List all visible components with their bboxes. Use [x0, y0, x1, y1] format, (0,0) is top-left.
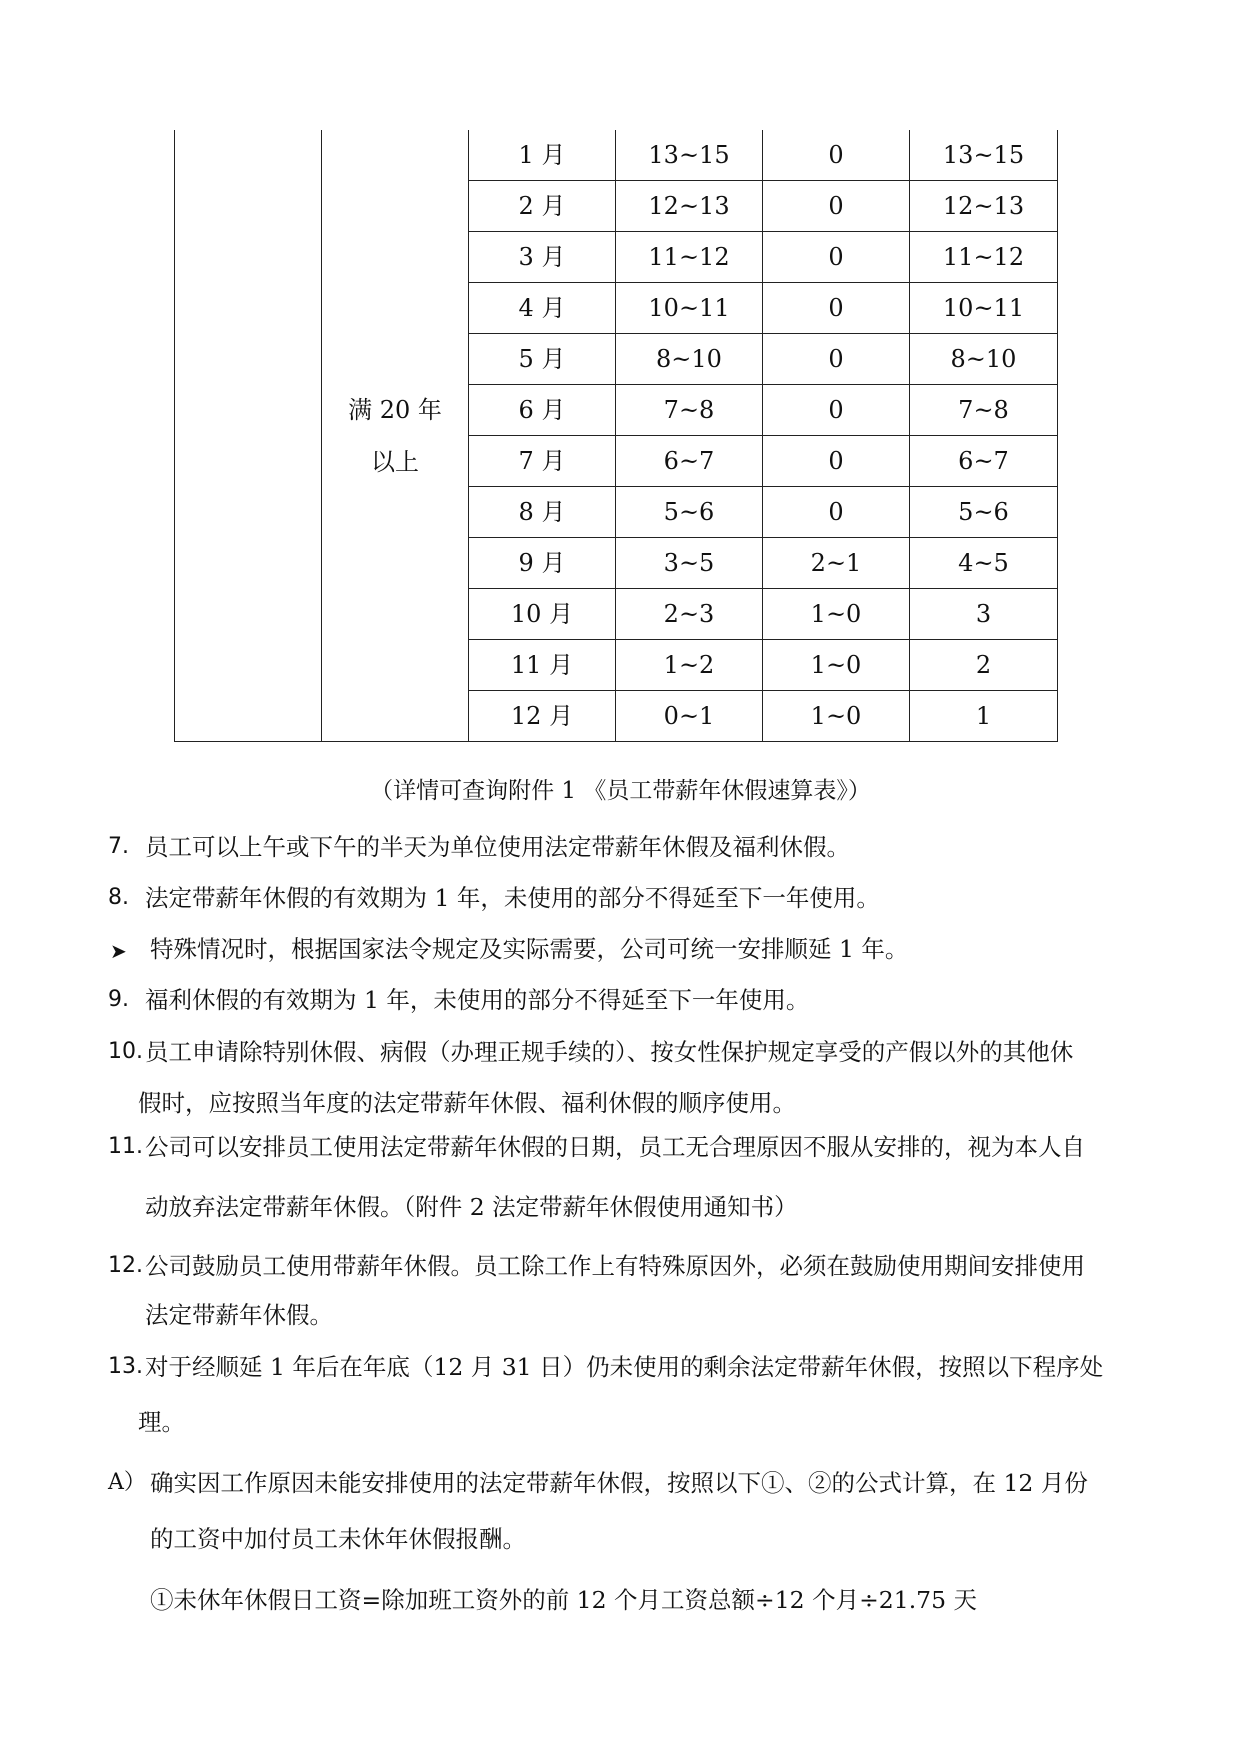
- item-number: 10.: [108, 1039, 143, 1064]
- welfare-days-cell: 0: [763, 487, 910, 538]
- total-days-cell: 4~5: [910, 538, 1058, 589]
- bullet-item: [108, 932, 1148, 966]
- leave-days-cell: 0~1: [616, 691, 763, 742]
- welfare-days-cell: 0: [763, 283, 910, 334]
- total-days-cell: 1: [910, 691, 1058, 742]
- total-days-cell: 5~6: [910, 487, 1058, 538]
- list-item-a: [108, 1466, 1148, 1556]
- item-number: 12.: [108, 1253, 143, 1278]
- service-years-line1: 满 20 年: [348, 395, 442, 424]
- leave-days-cell: 6~7: [616, 436, 763, 487]
- service-years-line2: 以上: [371, 447, 419, 476]
- month-cell: 10 月: [469, 589, 616, 640]
- month-cell: 2 月: [469, 181, 616, 232]
- welfare-days-cell: 0: [763, 232, 910, 283]
- leave-days-cell: 10~11: [616, 283, 763, 334]
- item-number: 8.: [108, 885, 129, 910]
- table-cell-blank: [175, 130, 322, 742]
- item-text: 员工可以上午或下午的半天为单位使用法定带薪年休假及福利休假。: [145, 833, 850, 861]
- item-text-line1: 确实因工作原因未能安排使用的法定带薪年休假，按照以下①、②的公式计算，在 12 月份: [150, 1469, 1088, 1497]
- leave-days-cell: 5~6: [616, 487, 763, 538]
- table-row: [175, 130, 1058, 181]
- total-days-cell: 10~11: [910, 283, 1058, 334]
- arrow-bullet-icon: ➤: [110, 939, 127, 963]
- item-text-line2: 假时，应按照当年度的法定带薪年休假、福利休假的顺序使用。: [138, 1089, 796, 1117]
- leave-days-cell: 3~5: [616, 538, 763, 589]
- total-days-cell: 6~7: [910, 436, 1058, 487]
- item-text-line1: 公司可以安排员工使用法定带薪年休假的日期，员工无合理原因不服从安排的，视为本人自: [145, 1133, 1085, 1161]
- item-number: 7.: [108, 834, 129, 859]
- list-item-9: [108, 983, 1148, 1017]
- list-item-7: [108, 830, 1148, 864]
- list-item-10: [108, 1035, 1148, 1120]
- total-days-cell: 8~10: [910, 334, 1058, 385]
- total-days-cell: 11~12: [910, 232, 1058, 283]
- item-text: 福利休假的有效期为 1 年，未使用的部分不得延至下一年使用。: [145, 986, 810, 1014]
- item-number: 13.: [108, 1354, 143, 1379]
- month-cell: 6 月: [469, 385, 616, 436]
- welfare-days-cell: 2~1: [763, 538, 910, 589]
- item-text-line2: 的工资中加付员工未休年休假报酬。: [150, 1525, 526, 1553]
- list-item-8: [108, 881, 1148, 915]
- leave-days-cell: 11~12: [616, 232, 763, 283]
- item-text: 法定带薪年休假的有效期为 1 年，未使用的部分不得延至下一年使用。: [145, 884, 880, 912]
- item-text-line2: 法定带薪年休假。: [145, 1301, 333, 1329]
- welfare-days-cell: 0: [763, 334, 910, 385]
- welfare-days-cell: 0: [763, 130, 910, 181]
- welfare-days-cell: 1~0: [763, 640, 910, 691]
- item-number: A）: [108, 1470, 146, 1495]
- welfare-days-cell: 1~0: [763, 589, 910, 640]
- list-item-11: [108, 1130, 1148, 1224]
- month-cell: 11 月: [469, 640, 616, 691]
- item-text-line1: 对于经顺延 1 年后在年底（12 月 31 日）仍未使用的剩余法定带薪年休假，按照以下程序处: [145, 1353, 1104, 1381]
- welfare-days-cell: 0: [763, 436, 910, 487]
- leave-days-cell: 7~8: [616, 385, 763, 436]
- item-text-line2: 理。: [138, 1408, 185, 1436]
- month-cell: 7 月: [469, 436, 616, 487]
- list-item-12: [108, 1249, 1148, 1332]
- table-caption: （详情可查询附件 1 《员工带薪年休假速算表》）: [370, 778, 871, 804]
- total-days-cell: 12~13: [910, 181, 1058, 232]
- welfare-days-cell: 0: [763, 181, 910, 232]
- total-days-cell: 7~8: [910, 385, 1058, 436]
- item-number: 11.: [108, 1134, 143, 1159]
- leave-days-cell: 8~10: [616, 334, 763, 385]
- item-number: 9.: [108, 987, 129, 1012]
- leave-days-cell: 13~15: [616, 130, 763, 181]
- table-body: [175, 130, 1058, 742]
- month-cell: 1 月: [469, 130, 616, 181]
- month-cell: 12 月: [469, 691, 616, 742]
- formula-line: ①未休年休假日工资=除加班工资外的前 12 个月工资总额÷12 个月÷21.75 天: [150, 1586, 978, 1614]
- item-text: 特殊情况时，根据国家法令规定及实际需要，公司可统一安排顺延 1 年。: [150, 935, 909, 963]
- leave-days-cell: 12~13: [616, 181, 763, 232]
- item-text-line2: 动放弃法定带薪年休假。（附件 2 法定带薪年休假使用通知书）: [145, 1193, 798, 1221]
- list-item-13: [108, 1350, 1148, 1439]
- month-cell: 3 月: [469, 232, 616, 283]
- welfare-days-cell: 0: [763, 385, 910, 436]
- welfare-days-cell: 1~0: [763, 691, 910, 742]
- leave-days-cell: 1~2: [616, 640, 763, 691]
- total-days-cell: 13~15: [910, 130, 1058, 181]
- annual-leave-table: [174, 130, 1058, 742]
- total-days-cell: 3: [910, 589, 1058, 640]
- leave-days-cell: 2~3: [616, 589, 763, 640]
- month-cell: 8 月: [469, 487, 616, 538]
- month-cell: 9 月: [469, 538, 616, 589]
- service-years-cell: [322, 130, 469, 742]
- total-days-cell: 2: [910, 640, 1058, 691]
- item-text-line1: 公司鼓励员工使用带薪年休假。员工除工作上有特殊原因外，必须在鼓励使用期间安排使用: [145, 1252, 1085, 1280]
- month-cell: 4 月: [469, 283, 616, 334]
- item-text-line1: 员工申请除特别休假、病假（办理正规手续的）、按女性保护规定享受的产假以外的其他休: [145, 1038, 1074, 1066]
- month-cell: 5 月: [469, 334, 616, 385]
